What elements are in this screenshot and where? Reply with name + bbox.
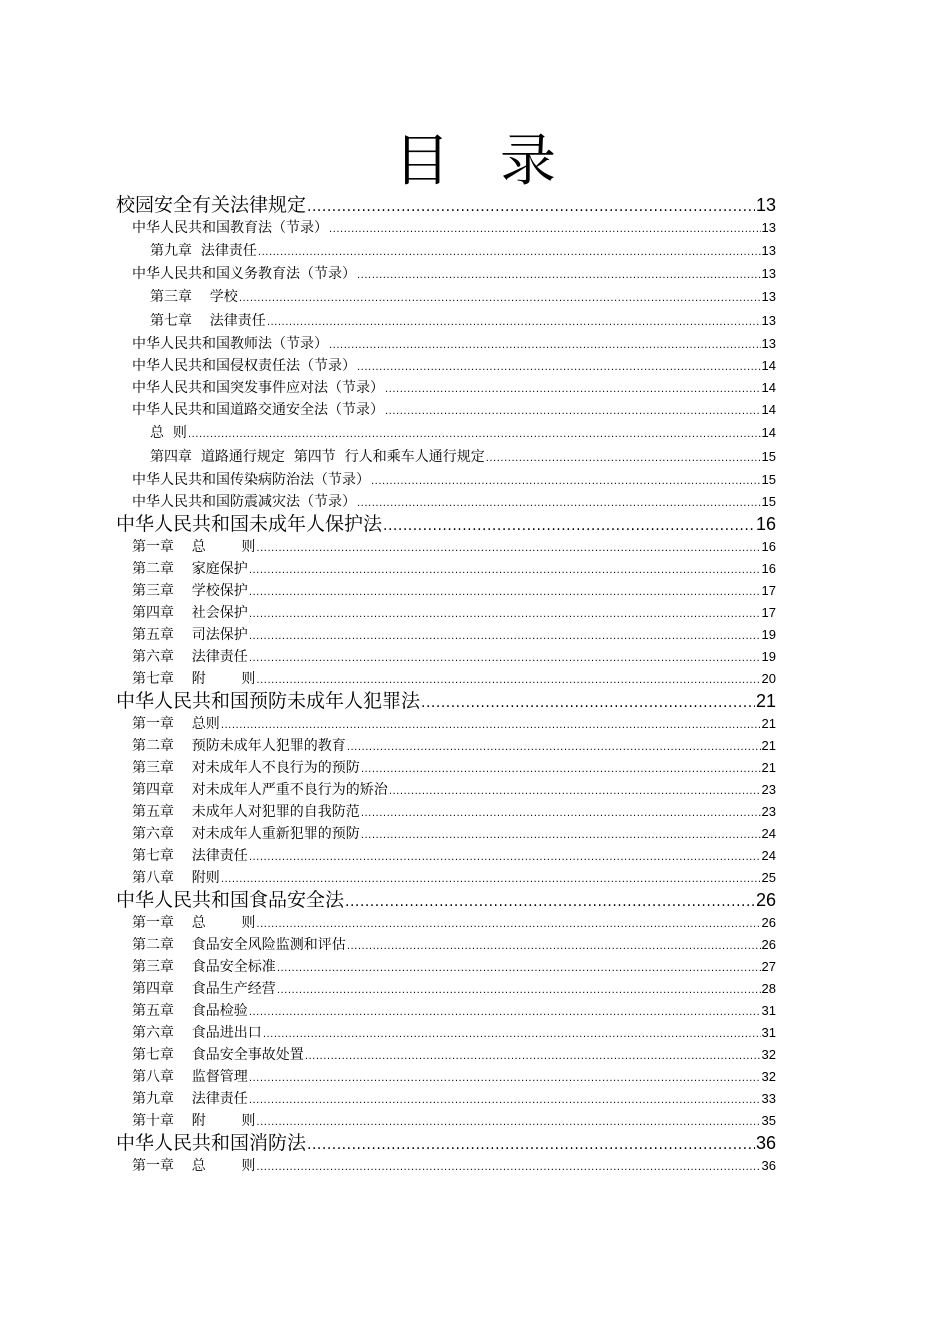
- toc-page-number: 15: [761, 494, 776, 509]
- toc-entry-level-1[interactable]: [116, 889, 776, 912]
- toc-page-number: 15: [761, 449, 776, 464]
- toc-page-number: 16: [761, 539, 776, 554]
- toc-page-number: 21: [761, 738, 776, 753]
- toc-dot-leader: [329, 219, 761, 239]
- toc-entry-label: 第三章 食品安全标准: [132, 959, 276, 975]
- toc-page-number: 13: [755, 195, 776, 215]
- toc-entry-level-2[interactable]: [116, 668, 776, 690]
- toc-entry-label: 第六章 食品进出口: [132, 1025, 262, 1041]
- toc-page-number: 17: [761, 583, 776, 598]
- toc-entry-label: 中华人民共和国侵权责任法（节录）: [132, 358, 356, 374]
- toc-entry-label: 第八章 监督管理: [132, 1069, 248, 1085]
- toc-entry-label: 第十章 附 则: [132, 1113, 256, 1129]
- toc-page-number: 16: [755, 514, 776, 534]
- toc-entry-label: 第七章 法律责任: [132, 848, 248, 864]
- toc-entry-label: 第一章 总则: [132, 716, 220, 732]
- toc-entry-level-2[interactable]: [116, 1044, 776, 1066]
- toc-entry-level-2[interactable]: [116, 399, 776, 421]
- toc-dot-leader: [258, 241, 761, 263]
- toc-entry-level-3[interactable]: [116, 421, 776, 445]
- toc-entry-label: 第九章 法律责任: [132, 1091, 248, 1107]
- toc-page-number: 23: [761, 782, 776, 797]
- toc-page-number: 21: [761, 716, 776, 731]
- toc-entry-level-2[interactable]: [116, 624, 776, 646]
- toc-page-number: 13: [761, 243, 776, 258]
- toc-entry-level-3[interactable]: [116, 285, 776, 309]
- toc-page-number: 21: [755, 691, 776, 711]
- toc-entry-label: 第三章 学校保护: [132, 583, 248, 599]
- toc-dot-leader: [249, 1090, 761, 1110]
- toc-entry-level-2[interactable]: [116, 1110, 776, 1132]
- toc-entry-level-2[interactable]: [116, 867, 776, 889]
- toc-entry-level-2[interactable]: [116, 1155, 776, 1177]
- toc-dot-leader: [421, 692, 755, 713]
- toc-entry-label: 中华人民共和国防震减灾法（节录）: [132, 494, 356, 510]
- toc-dot-leader: [385, 379, 761, 399]
- toc-dot-leader: [256, 670, 760, 690]
- toc-page-number: 24: [761, 848, 776, 863]
- toc-entry-level-2[interactable]: [116, 355, 776, 377]
- toc-entry-level-2[interactable]: [116, 333, 776, 355]
- toc-entry-level-2[interactable]: [116, 377, 776, 399]
- toc-entry-level-3[interactable]: [116, 445, 776, 469]
- toc-entry-label: 中华人民共和国消防法: [116, 1132, 307, 1154]
- toc-page-number: 26: [755, 890, 776, 910]
- toc-entry-label: 第七章 附 则: [132, 671, 256, 687]
- table-of-contents: [116, 194, 776, 1177]
- toc-entry-level-2[interactable]: [116, 263, 776, 285]
- toc-dot-leader: [361, 825, 761, 845]
- toc-page-number: 27: [761, 959, 776, 974]
- toc-dot-leader: [305, 1046, 761, 1066]
- toc-dot-leader: [277, 980, 761, 1000]
- toc-page-number: 32: [761, 1069, 776, 1084]
- toc-entry-label: 第四章 食品生产经营: [132, 981, 276, 997]
- toc-page-number: 19: [761, 649, 776, 664]
- toc-entry-level-2[interactable]: [116, 1000, 776, 1022]
- toc-entry-label: 第八章 附则: [132, 870, 220, 886]
- toc-page-number: 36: [755, 1133, 776, 1153]
- toc-entry-level-2[interactable]: [116, 934, 776, 956]
- toc-page-number: 14: [761, 358, 776, 373]
- toc-dot-leader: [188, 423, 761, 445]
- toc-page-number: 24: [761, 826, 776, 841]
- toc-page-number: 15: [761, 472, 776, 487]
- toc-entry-label: 第六章 对未成年人重新犯罪的预防: [132, 826, 360, 842]
- toc-dot-leader: [249, 1002, 761, 1022]
- toc-entry-label: 中华人民共和国教育法（节录）: [132, 220, 328, 236]
- toc-entry-level-2[interactable]: [116, 602, 776, 624]
- toc-dot-leader: [345, 891, 755, 912]
- toc-entry-label: 第四章 道路通行规定 第四节 行人和乘车人通行规定: [150, 449, 485, 465]
- toc-page-number: 20: [761, 671, 776, 686]
- toc-dot-leader: [307, 1134, 755, 1155]
- toc-dot-leader: [389, 781, 761, 801]
- toc-dot-leader: [256, 1157, 760, 1177]
- toc-entry-label: 第九章 法律责任: [150, 243, 257, 259]
- toc-entry-label: 第三章 学校: [150, 289, 238, 305]
- toc-page-number: 26: [761, 937, 776, 952]
- toc-entry-label: 校园安全有关法律规定: [116, 194, 307, 216]
- toc-dot-leader: [357, 493, 761, 513]
- toc-dot-leader: [249, 604, 761, 624]
- toc-dot-leader: [371, 471, 761, 491]
- toc-dot-leader: [221, 715, 761, 735]
- toc-page-number: 32: [761, 1047, 776, 1062]
- toc-dot-leader: [357, 265, 761, 285]
- toc-entry-level-2[interactable]: [116, 779, 776, 801]
- toc-dot-leader: [249, 582, 761, 602]
- toc-entry-label: 第七章 法律责任: [150, 313, 266, 329]
- toc-page-number: 23: [761, 804, 776, 819]
- toc-entry-label: 中华人民共和国食品安全法: [116, 889, 345, 911]
- toc-dot-leader: [249, 560, 761, 580]
- toc-entry-label: 第二章 预防未成年人犯罪的教育: [132, 738, 346, 754]
- title-char-1: 目: [394, 129, 450, 194]
- toc-page-number: 26: [761, 915, 776, 930]
- toc-entry-level-1[interactable]: [116, 690, 776, 713]
- toc-dot-leader: [357, 357, 761, 377]
- toc-page-number: 13: [761, 266, 776, 281]
- toc-page-number: 14: [761, 380, 776, 395]
- toc-dot-leader: [249, 626, 761, 646]
- toc-dot-leader: [361, 803, 761, 823]
- toc-entry-label: 第二章 食品安全风险监测和评估: [132, 937, 346, 953]
- toc-entry-label: 中华人民共和国突发事件应对法（节录）: [132, 380, 384, 396]
- toc-entry-label: 第三章 对未成年人不良行为的预防: [132, 760, 360, 776]
- toc-entry-level-2[interactable]: [116, 1066, 776, 1088]
- toc-page-number: 16: [761, 561, 776, 576]
- toc-entry-level-2[interactable]: [116, 713, 776, 735]
- toc-entry-level-1[interactable]: [116, 513, 776, 536]
- toc-entry-level-2[interactable]: [116, 845, 776, 867]
- toc-dot-leader: [249, 1068, 761, 1088]
- toc-dot-leader: [249, 847, 761, 867]
- toc-entry-label: 中华人民共和国传染病防治法（节录）: [132, 472, 370, 488]
- toc-entry-level-1[interactable]: [116, 1132, 776, 1155]
- toc-entry-level-3[interactable]: [116, 309, 776, 333]
- toc-dot-leader: [249, 648, 761, 668]
- toc-page-number: 19: [761, 627, 776, 642]
- toc-page-number: 14: [761, 425, 776, 440]
- toc-dot-leader: [383, 515, 755, 536]
- title-char-2: 录: [500, 129, 556, 194]
- toc-entry-level-2[interactable]: [116, 978, 776, 1000]
- toc-dot-leader: [347, 737, 761, 757]
- toc-entry-level-3[interactable]: [116, 239, 776, 263]
- page-title: [0, 128, 950, 196]
- toc-page-number: 33: [761, 1091, 776, 1106]
- toc-page-number: 13: [761, 336, 776, 351]
- toc-page-number: 13: [761, 289, 776, 304]
- toc-page-number: 14: [761, 402, 776, 417]
- toc-page-number: 35: [761, 1113, 776, 1128]
- toc-entry-level-2[interactable]: [116, 956, 776, 978]
- toc-dot-leader: [361, 759, 761, 779]
- toc-entry-label: 第六章 法律责任: [132, 649, 248, 665]
- toc-entry-level-2[interactable]: [116, 757, 776, 779]
- toc-entry-level-2[interactable]: [116, 558, 776, 580]
- toc-entry-label: 第五章 司法保护: [132, 627, 248, 643]
- toc-entry-level-2[interactable]: [116, 1022, 776, 1044]
- toc-page-number: 31: [761, 1025, 776, 1040]
- toc-entry-label: 第五章 未成年人对犯罪的自我防范: [132, 804, 360, 820]
- toc-entry-label: 第一章 总 则: [132, 1158, 256, 1174]
- toc-page-number: 36: [761, 1158, 776, 1173]
- toc-entry-level-2[interactable]: [116, 536, 776, 558]
- toc-entry-label: 第二章 家庭保护: [132, 561, 248, 577]
- toc-entry-level-2[interactable]: [116, 801, 776, 823]
- toc-entry-label: 中华人民共和国教师法（节录）: [132, 336, 328, 352]
- toc-dot-leader: [307, 196, 755, 217]
- toc-entry-level-2[interactable]: [116, 469, 776, 491]
- toc-entry-level-2[interactable]: [116, 217, 776, 239]
- toc-entry-level-2[interactable]: [116, 491, 776, 513]
- toc-dot-leader: [256, 538, 760, 558]
- toc-dot-leader: [256, 914, 760, 934]
- toc-entry-level-2[interactable]: [116, 646, 776, 668]
- toc-dot-leader: [385, 401, 761, 421]
- toc-page-number: 21: [761, 760, 776, 775]
- toc-dot-leader: [486, 447, 761, 469]
- toc-entry-label: 总 则: [150, 425, 187, 441]
- toc-entry-level-2[interactable]: [116, 580, 776, 602]
- toc-dot-leader: [347, 936, 761, 956]
- toc-page-number: 13: [761, 220, 776, 235]
- toc-entry-level-2[interactable]: [116, 735, 776, 757]
- toc-entry-label: 第一章 总 则: [132, 539, 256, 555]
- toc-entry-label: 第一章 总 则: [132, 915, 256, 931]
- toc-entry-label: 第四章 对未成年人严重不良行为的矫治: [132, 782, 388, 798]
- toc-entry-label: 中华人民共和国义务教育法（节录）: [132, 266, 356, 282]
- toc-entry-label: 第五章 食品检验: [132, 1003, 248, 1019]
- toc-dot-leader: [221, 869, 761, 889]
- toc-dot-leader: [277, 958, 761, 978]
- toc-entry-label: 中华人民共和国道路交通安全法（节录）: [132, 402, 384, 418]
- toc-page-number: 13: [761, 313, 776, 328]
- toc-dot-leader: [256, 1112, 760, 1132]
- toc-entry-label: 第四章 社会保护: [132, 605, 248, 621]
- toc-entry-label: 中华人民共和国未成年人保护法: [116, 513, 383, 535]
- toc-entry-level-1[interactable]: [116, 194, 776, 217]
- toc-entry-level-2[interactable]: [116, 912, 776, 934]
- toc-dot-leader: [239, 287, 761, 309]
- toc-entry-label: 中华人民共和国预防未成年人犯罪法: [116, 690, 421, 712]
- toc-entry-label: 第七章 食品安全事故处置: [132, 1047, 304, 1063]
- toc-dot-leader: [267, 311, 761, 333]
- toc-page-number: 25: [761, 870, 776, 885]
- toc-dot-leader: [329, 335, 761, 355]
- toc-page-number: 17: [761, 605, 776, 620]
- toc-entry-level-2[interactable]: [116, 823, 776, 845]
- toc-page-number: 31: [761, 1003, 776, 1018]
- toc-entry-level-2[interactable]: [116, 1088, 776, 1110]
- toc-dot-leader: [263, 1024, 761, 1044]
- toc-page-number: 28: [761, 981, 776, 996]
